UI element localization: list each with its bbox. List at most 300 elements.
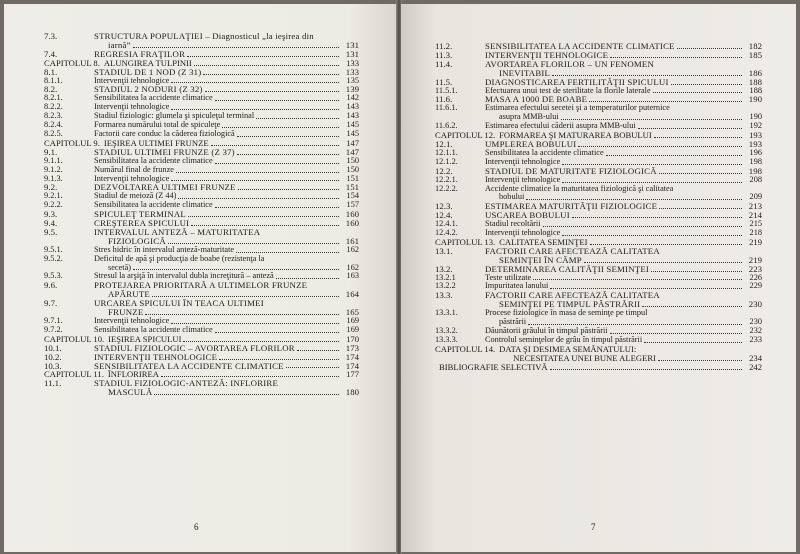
right-page bbox=[401, 4, 796, 552]
toc-entry bbox=[435, 42, 762, 51]
toc-entry-page: 131 bbox=[345, 48, 359, 59]
toc-entry-page: 234 bbox=[749, 352, 762, 363]
toc-entry-title: Estimarea efectului secetei şi a temperaturilor puternice bbox=[485, 104, 670, 113]
toc-entry-page: 215 bbox=[749, 219, 762, 229]
toc-entry-title: STADIUL FIZIOLOGIC-ANTEZĂ: INFLORIRE bbox=[94, 379, 279, 389]
toc-entry-number: 8.1.1. bbox=[44, 75, 63, 85]
dot-leader bbox=[161, 376, 339, 377]
dot-leader bbox=[610, 333, 742, 334]
dot-leader bbox=[671, 84, 742, 85]
toc-entry bbox=[435, 140, 762, 149]
toc-entry-number: 9.4. bbox=[44, 218, 58, 229]
toc-entry-number: 8.2.1. bbox=[44, 93, 63, 103]
toc-entry bbox=[435, 78, 762, 87]
dot-leader bbox=[677, 48, 742, 49]
toc-entry bbox=[435, 131, 762, 140]
toc-entry-title: Controlul seminţelor de grâu în timpul păstrării bbox=[485, 335, 643, 344]
toc-entry-title: INTERVALUL ANTEZĂ – MATURITATEA bbox=[94, 227, 261, 237]
toc-entry-number: 13.3. bbox=[435, 290, 453, 301]
dot-leader bbox=[654, 137, 742, 138]
dot-leader bbox=[526, 199, 742, 200]
toc-entry-title-continued: NECESITATEA UNEI BUNE ALEGERI bbox=[513, 353, 656, 363]
toc-entry-title: Formarea numărului total de spiculeţe bbox=[94, 121, 221, 130]
dot-leader bbox=[171, 82, 339, 83]
dot-leader bbox=[528, 324, 742, 325]
dot-leader bbox=[653, 92, 742, 93]
dot-leader bbox=[154, 394, 339, 395]
toc-entry bbox=[44, 379, 359, 397]
toc-entry-number: 13.1. bbox=[435, 245, 453, 256]
toc-entry-number: 9.7. bbox=[44, 298, 58, 309]
toc-entry bbox=[435, 238, 762, 247]
toc-entry-number: 8.1. bbox=[44, 66, 58, 77]
toc-entry-page: 198 bbox=[748, 165, 762, 176]
toc-entry-title: BIBLIOGRAFIE SELECTIVĂ bbox=[439, 362, 548, 372]
toc-entry-number: 12.1.1. bbox=[435, 147, 458, 157]
toc-entry-page: 170 bbox=[346, 333, 359, 344]
toc-entry bbox=[44, 59, 359, 68]
toc-entry-title: Stadiul fiziologic: glumela şi spiculeţul terminal bbox=[94, 112, 255, 121]
toc-entry-title: STADIUL 2 NODURI (Z 32) bbox=[94, 85, 203, 95]
toc-entry-title-continued: APĂRUTE bbox=[108, 290, 150, 300]
toc-entry-number: 10.3. bbox=[44, 360, 62, 371]
toc-entry bbox=[44, 166, 359, 175]
toc-entry-number: 12.2.1. bbox=[435, 174, 458, 184]
toc-entry bbox=[44, 112, 359, 121]
toc-entry-number: CAPITOLUL 12. bbox=[435, 130, 496, 141]
dot-leader bbox=[552, 75, 742, 76]
dot-leader bbox=[205, 91, 339, 92]
toc-entry-number: 12.4. bbox=[435, 210, 453, 221]
dot-leader bbox=[236, 252, 339, 253]
dot-leader bbox=[171, 323, 339, 324]
toc-entry-title: ALUNGIREA TULPINII bbox=[103, 58, 192, 68]
toc-entry-title: STADIUL ULTIMEI FRUNZE (Z 37) bbox=[94, 147, 235, 157]
toc-entry-number: 13.2.2 bbox=[435, 281, 456, 291]
toc-entry bbox=[44, 68, 359, 77]
toc-entry bbox=[44, 157, 359, 166]
toc-entry-page: 192 bbox=[749, 121, 762, 131]
toc-list-left bbox=[44, 32, 359, 397]
toc-entry-page: 208 bbox=[749, 174, 762, 184]
toc-entry-number: 13.2. bbox=[435, 263, 453, 274]
toc-entry-page: 143 bbox=[346, 111, 359, 121]
dot-leader bbox=[238, 189, 339, 190]
toc-entry bbox=[44, 228, 359, 246]
toc-entry-page: 233 bbox=[749, 334, 762, 344]
toc-entry-title: Intervenţii tehnologice bbox=[94, 103, 170, 112]
toc-entry bbox=[44, 121, 359, 130]
dot-leader bbox=[215, 100, 339, 101]
toc-entry bbox=[435, 336, 762, 345]
toc-entry-title: Procese fiziologice în masa de seminţe pe timpul bbox=[485, 309, 648, 318]
toc-list-right bbox=[435, 42, 762, 372]
toc-entry-title: DIAGNOSTICAREA FERTILITĂŢII SPICULUI bbox=[485, 77, 669, 87]
toc-entry-number: 11.6.2. bbox=[435, 121, 458, 131]
toc-entry-page: 213 bbox=[748, 201, 762, 212]
dot-leader bbox=[659, 173, 742, 174]
toc-entry-title: CALITATEA SEMINŢEI bbox=[499, 237, 588, 247]
toc-entry-page: 145 bbox=[346, 120, 359, 130]
toc-entry-title-continued: FIZIOLOGICĂ bbox=[108, 236, 166, 246]
dot-leader bbox=[215, 332, 339, 333]
dot-leader bbox=[237, 136, 339, 137]
dot-leader bbox=[187, 56, 339, 57]
toc-entry-number: 9.6. bbox=[44, 280, 58, 291]
toc-entry-number: 11.2. bbox=[435, 41, 453, 51]
dot-leader bbox=[237, 154, 339, 155]
toc-entry-page: 161 bbox=[345, 235, 359, 246]
toc-entry-page: 196 bbox=[749, 147, 762, 157]
dot-leader bbox=[168, 243, 339, 244]
toc-entry-page: 160 bbox=[345, 218, 359, 229]
toc-entry bbox=[44, 192, 359, 201]
toc-entry-title: CREŞTEREA SPICULUI bbox=[94, 219, 190, 228]
dot-leader bbox=[659, 208, 742, 209]
dot-leader bbox=[194, 65, 339, 66]
toc-entry-page: 229 bbox=[749, 281, 762, 291]
dot-leader bbox=[183, 341, 339, 342]
toc-entry-page: 226 bbox=[749, 272, 762, 282]
toc-entry-page: 133 bbox=[345, 66, 359, 77]
dot-leader bbox=[562, 182, 742, 183]
toc-entry-page: 164 bbox=[345, 289, 359, 300]
toc-entry-page: 185 bbox=[748, 49, 762, 60]
toc-entry bbox=[435, 345, 762, 363]
toc-entry-title-continued: asupra MMB-ului bbox=[499, 113, 559, 122]
dot-leader bbox=[572, 217, 742, 218]
toc-entry-number: 8.2. bbox=[44, 84, 58, 95]
toc-entry-page: 142 bbox=[346, 93, 359, 103]
dot-leader bbox=[171, 109, 339, 110]
toc-entry bbox=[44, 246, 359, 255]
toc-entry-title-continued: MASCULĂ bbox=[108, 388, 153, 398]
toc-entry-page: 219 bbox=[749, 236, 762, 247]
toc-entry-title: Impuritatea lanului bbox=[485, 282, 549, 291]
dot-leader bbox=[276, 278, 339, 279]
toc-entry-page: 151 bbox=[345, 182, 359, 193]
dot-leader bbox=[215, 207, 339, 208]
toc-entry-number: 7.4. bbox=[44, 48, 58, 59]
toc-entry bbox=[435, 363, 762, 372]
dot-leader bbox=[642, 306, 742, 307]
toc-entry-title: SENSIBILITATEA LA ACCIDENTE CLIMATICE bbox=[94, 361, 284, 371]
toc-entry-page: 131 bbox=[345, 39, 359, 50]
dot-leader bbox=[590, 244, 743, 245]
toc-entry-number: 10.1. bbox=[44, 342, 62, 353]
toc-entry bbox=[435, 185, 762, 203]
toc-entry bbox=[44, 299, 359, 317]
toc-entry bbox=[435, 265, 762, 274]
toc-entry-page: 147 bbox=[346, 137, 359, 148]
toc-entry-page: 223 bbox=[748, 263, 762, 274]
toc-entry-title: STADIUL DE MATURITATE FIZIOLOGICĂ bbox=[485, 166, 657, 176]
toc-entry-number: 12.1.2. bbox=[435, 156, 458, 166]
page-number-left: 6 bbox=[194, 522, 199, 532]
toc-entry bbox=[44, 103, 359, 112]
toc-entry-page: 169 bbox=[346, 316, 359, 325]
dot-leader bbox=[219, 359, 339, 360]
toc-entry bbox=[44, 183, 359, 192]
toc-entry-number: 10.2. bbox=[44, 351, 62, 362]
toc-entry-title-continued: SEMINŢEI PE TIMPUL PĂSTRĂRII bbox=[499, 300, 641, 310]
toc-entry-page: 165 bbox=[345, 307, 359, 318]
dot-leader bbox=[203, 74, 339, 75]
toc-entry bbox=[435, 327, 762, 336]
toc-entry-title: Estimarea efectului căderii asupra MMB-ului bbox=[485, 122, 636, 131]
toc-entry bbox=[435, 220, 762, 229]
toc-entry-number: 9.2. bbox=[44, 182, 58, 193]
toc-entry-title: Teste utilizate bbox=[485, 273, 532, 282]
toc-entry-title: Efectuarea unui test de sterilitate la florile laterale bbox=[485, 86, 651, 95]
dot-leader bbox=[133, 269, 339, 270]
dot-leader bbox=[550, 369, 742, 370]
dot-leader bbox=[533, 279, 742, 280]
toc-entry-title: Factorii care conduc la căderea fiziologică bbox=[94, 129, 235, 138]
toc-entry-page: 218 bbox=[749, 228, 762, 238]
toc-entry-number: CAPITOLUL 11. bbox=[44, 369, 104, 380]
toc-entry bbox=[435, 282, 762, 291]
toc-entry bbox=[44, 353, 359, 362]
dot-leader bbox=[644, 342, 742, 343]
toc-entry-number: 9.5.3. bbox=[44, 271, 63, 281]
toc-entry-page: 188 bbox=[748, 76, 762, 87]
toc-entry-number: CAPITOLUL 14. bbox=[435, 343, 496, 354]
toc-entry bbox=[44, 85, 359, 94]
dot-leader bbox=[191, 225, 339, 226]
toc-entry-page: 182 bbox=[748, 41, 762, 51]
toc-entry-number: 11.1. bbox=[44, 378, 62, 389]
dot-leader bbox=[638, 128, 742, 129]
toc-entry-number: 9.1.1. bbox=[44, 155, 63, 165]
toc-entry-title: SPICULEŢ TERMINAL bbox=[94, 210, 186, 220]
toc-entry-title: Sensibilitatea la accidente climatice bbox=[485, 148, 604, 157]
toc-entry-title-continued: SEMINŢEI ÎN CÂMP bbox=[499, 255, 582, 265]
toc-entry-number: 8.2.2. bbox=[44, 102, 63, 112]
dot-leader bbox=[133, 47, 339, 48]
toc-entry-page: 177 bbox=[346, 369, 359, 380]
toc-entry-number: 9.1.3. bbox=[44, 173, 63, 183]
toc-entry bbox=[44, 317, 359, 326]
toc-entry-title: STADIUL FIZIOLOGIC – AVORTAREA FLORILOR bbox=[94, 343, 295, 353]
dot-leader bbox=[211, 145, 339, 146]
toc-entry-number: 11.3. bbox=[435, 49, 453, 60]
toc-entry-title-continued: FRUNZE bbox=[108, 308, 144, 317]
toc-entry-page: 150 bbox=[346, 164, 359, 174]
toc-entry-title: FACTORII CARE AFECTEAZĂ CALITATEA bbox=[485, 246, 660, 256]
toc-entry bbox=[435, 122, 762, 131]
toc-entry-page: 190 bbox=[748, 94, 762, 105]
toc-entry-number: 13.2.1 bbox=[435, 272, 456, 282]
toc-entry-title: Stres hidric în intervalul anteză-maturitate bbox=[94, 245, 235, 254]
dot-leader bbox=[145, 314, 339, 315]
toc-entry-page: 193 bbox=[749, 130, 762, 141]
toc-entry bbox=[44, 175, 359, 184]
dot-leader bbox=[176, 172, 339, 173]
toc-entry bbox=[435, 291, 762, 309]
toc-entry-page: 214 bbox=[748, 210, 762, 221]
toc-entry-title: IEŞIREA SPICULUI bbox=[108, 334, 182, 344]
toc-entry-page: 173 bbox=[345, 342, 359, 353]
toc-entry-number: 13.3.3. bbox=[435, 334, 458, 344]
dot-leader bbox=[152, 296, 339, 297]
toc-entry-title: MASA A 1000 DE BOABE bbox=[485, 95, 588, 105]
toc-entry-title: USCAREA BOBULUI bbox=[485, 211, 570, 221]
toc-entry bbox=[435, 51, 762, 60]
toc-entry-page: 147 bbox=[345, 146, 359, 157]
toc-entry-number: 9.3. bbox=[44, 209, 58, 220]
toc-entry-page: 162 bbox=[346, 262, 359, 272]
toc-entry bbox=[44, 139, 359, 148]
dot-leader bbox=[562, 164, 742, 165]
toc-entry-page: 135 bbox=[346, 75, 359, 85]
toc-entry-title: Intervenţii tehnologice bbox=[94, 76, 170, 85]
toc-entry bbox=[44, 148, 359, 157]
toc-entry-page: 186 bbox=[748, 67, 762, 78]
toc-entry bbox=[435, 202, 762, 211]
toc-entry-title: Sensibilitatea la accidente climatice bbox=[94, 156, 213, 165]
toc-entry bbox=[44, 272, 359, 281]
toc-entry-title: DATA ŞI DESIMEA SEMĂNATULUI: bbox=[499, 344, 637, 354]
toc-entry bbox=[44, 77, 359, 86]
toc-entry-page: 154 bbox=[346, 191, 359, 201]
dot-leader bbox=[178, 198, 339, 199]
dot-leader bbox=[550, 288, 742, 289]
toc-entry bbox=[44, 32, 359, 50]
toc-entry-page: 219 bbox=[748, 254, 762, 265]
toc-entry bbox=[44, 201, 359, 210]
toc-entry-title: Sensibilitatea la accidente climatice bbox=[94, 325, 213, 334]
toc-entry-number: 11.5.1. bbox=[435, 85, 458, 95]
toc-entry-number: 7.3. bbox=[44, 31, 58, 41]
toc-entry-page: 145 bbox=[346, 128, 359, 138]
toc-entry-title: Numărul final de frunze bbox=[94, 165, 174, 174]
dot-leader bbox=[562, 235, 742, 236]
toc-entry-number: 9.1.2. bbox=[44, 164, 63, 174]
toc-entry bbox=[44, 94, 359, 103]
toc-entry-number: CAPITOLUL 10. bbox=[44, 333, 105, 344]
toc-entry bbox=[435, 274, 762, 283]
toc-entry-page: 193 bbox=[748, 138, 762, 149]
toc-entry-number: 11.6. bbox=[435, 94, 453, 105]
toc-entry-page: 162 bbox=[346, 244, 359, 254]
left-page bbox=[4, 4, 397, 552]
toc-entry-number: 12.2.2. bbox=[435, 183, 458, 193]
toc-entry bbox=[435, 87, 762, 96]
toc-entry-title: DETERMINAREA CALITĂŢII SEMINŢEI bbox=[485, 264, 650, 274]
dot-leader bbox=[256, 118, 339, 119]
toc-entry-title: Stadiul de meioză (Z 44) bbox=[94, 192, 177, 201]
toc-entry-title-continued: păstrării bbox=[499, 318, 527, 327]
toc-entry-title-continued: INEVITABIL bbox=[499, 68, 551, 78]
page-number-right: 7 bbox=[591, 522, 596, 532]
toc-entry-page: 163 bbox=[346, 271, 359, 281]
toc-entry bbox=[435, 149, 762, 158]
toc-entry-number: 9.7.2. bbox=[44, 324, 63, 334]
toc-entry-title: STRUCTURA POPULAŢIEI – Diagnosticul „la ieşirea din bbox=[94, 32, 314, 41]
dot-leader bbox=[606, 155, 742, 156]
toc-entry-title: FORMAREA ŞI MATURAREA BOBULUI bbox=[499, 131, 652, 140]
toc-entry bbox=[435, 229, 762, 238]
toc-entry-number: 12.2. bbox=[435, 165, 453, 176]
toc-entry bbox=[44, 255, 359, 273]
toc-entry-title: SENSIBILITATEA LA ACCIDENTE CLIMATICE bbox=[485, 42, 675, 51]
toc-entry-title: IEŞIREA ULTIMEI FRUNZE bbox=[103, 138, 209, 148]
toc-entry-page: 169 bbox=[346, 324, 359, 334]
toc-entry-page: 151 bbox=[346, 173, 359, 183]
toc-entry-title: DEZVOLTAREA ULTIMEI FRUNZE bbox=[94, 183, 236, 193]
dot-leader bbox=[543, 226, 742, 227]
toc-entry-page: 180 bbox=[345, 387, 359, 398]
toc-entry-page: 230 bbox=[748, 299, 762, 310]
dot-leader bbox=[297, 350, 339, 351]
toc-entry-number: CAPITOLUL 9. bbox=[44, 137, 100, 148]
toc-entry bbox=[435, 60, 762, 78]
toc-entry-title: Dăunătorii grâului în timpul păstrării bbox=[485, 327, 608, 335]
toc-entry-page: 174 bbox=[345, 351, 359, 362]
dot-leader bbox=[171, 180, 339, 181]
toc-entry bbox=[44, 344, 359, 353]
toc-entry bbox=[435, 176, 762, 185]
toc-entry-title-continued: iarnă” bbox=[108, 40, 131, 50]
toc-entry-title-continued: bobului bbox=[499, 193, 525, 202]
toc-entry-title: Intervenţii tehnologice bbox=[94, 317, 170, 325]
toc-entry-title: REGRESIA FRAŢILOR bbox=[94, 49, 186, 59]
dot-leader bbox=[286, 367, 339, 368]
toc-entry-page: 174 bbox=[345, 360, 359, 371]
toc-entry-title: Stadiul recoltării bbox=[485, 220, 541, 229]
toc-entry-title: ESTIMAREA MATURITĂŢII FIZIOLOGICE bbox=[485, 202, 658, 212]
dot-leader bbox=[561, 119, 742, 120]
toc-entry-title: FACTORII CARE AFECTEAZĂ CALITATEA bbox=[485, 291, 660, 301]
toc-entry-number: 11.6.1. bbox=[435, 103, 458, 113]
toc-entry bbox=[44, 281, 359, 299]
toc-entry-number: 9.5. bbox=[44, 226, 58, 237]
toc-entry-title: Intervenţii tehnologice bbox=[485, 229, 561, 238]
toc-entry-number: 13.3.1. bbox=[435, 308, 458, 318]
toc-entry bbox=[435, 211, 762, 220]
toc-entry-number: 9.1. bbox=[44, 146, 58, 157]
dot-leader bbox=[589, 101, 742, 102]
toc-entry-title: PROTEJAREA PRIORITARĂ A ULTIMELOR FRUNZE bbox=[94, 281, 308, 291]
dot-leader bbox=[658, 360, 742, 361]
toc-entry-number: 9.7.1. bbox=[44, 316, 63, 325]
toc-entry bbox=[435, 104, 762, 122]
toc-entry bbox=[435, 247, 762, 265]
dot-leader bbox=[584, 262, 742, 263]
toc-entry-page: 230 bbox=[749, 317, 762, 327]
toc-entry-page: 139 bbox=[345, 84, 359, 95]
toc-entry bbox=[435, 309, 762, 327]
dot-leader bbox=[610, 57, 742, 58]
toc-entry-page: 198 bbox=[749, 156, 762, 166]
toc-entry-page: 188 bbox=[749, 85, 762, 95]
toc-entry-title: INTERVENŢII TEHNOLOGICE bbox=[485, 50, 609, 60]
toc-entry-number: 12.3. bbox=[435, 201, 453, 212]
toc-entry-title: ÎNFLORIREA bbox=[107, 370, 159, 380]
toc-entry-page: 190 bbox=[749, 112, 762, 122]
toc-entry bbox=[44, 335, 359, 344]
toc-entry-number: 9.2.2. bbox=[44, 200, 63, 210]
toc-entry bbox=[44, 219, 359, 228]
toc-entry-page: 160 bbox=[345, 209, 359, 220]
toc-entry-title-continued: secetă) bbox=[108, 263, 132, 272]
toc-entry-number: 9.5.2. bbox=[44, 253, 63, 263]
toc-entry-title: Deficitul de apă şi producţia de boabe (rezistenţa la bbox=[94, 254, 265, 263]
dot-leader bbox=[651, 271, 742, 272]
toc-entry-page: 209 bbox=[749, 192, 762, 202]
toc-entry-number: 9.2.1. bbox=[44, 191, 63, 201]
